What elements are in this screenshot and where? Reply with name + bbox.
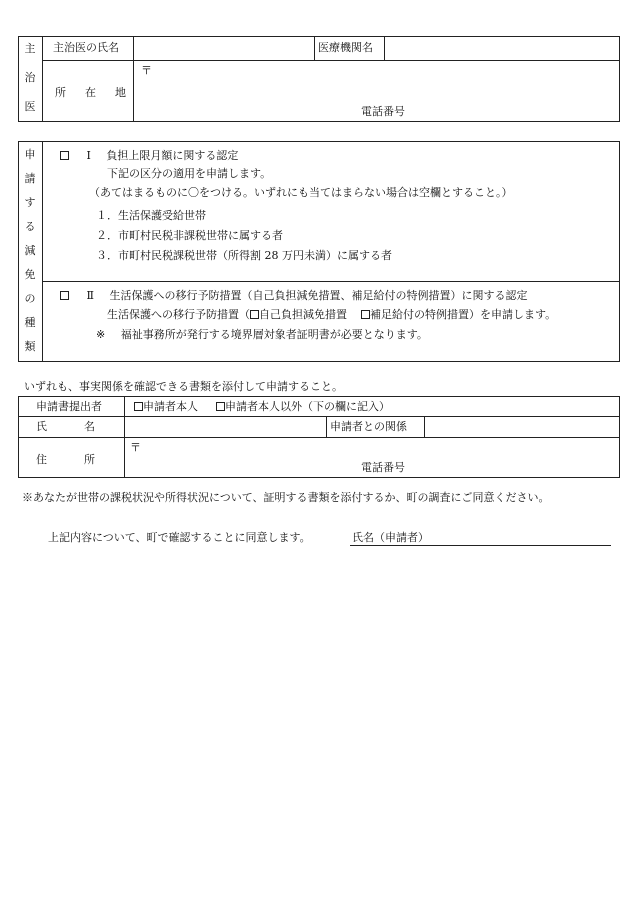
submitter-label: 申請書提出者: [36, 400, 102, 413]
option-self-pay-label: 自己負担減免措置: [259, 308, 347, 321]
applicant-row-divider: [18, 416, 620, 417]
reduction-side-label-char: 申: [24, 148, 36, 161]
doctor-name-label: 主治医の氏名: [53, 41, 119, 54]
signature-underline: [350, 545, 611, 546]
doctor-side-label-char: 医: [24, 100, 36, 113]
reduction-side-label-char: 種: [24, 316, 36, 329]
section2-title: 生活保護への移行予防措置（自己負担減免措置、補足給付の特例措置）に関する認定: [109, 289, 528, 302]
applicant-relation-label: 申請者との関係: [330, 420, 407, 433]
reduction-side-label-char: 類: [24, 340, 36, 353]
section1-checkbox[interactable]: [60, 151, 69, 160]
doctor-institution-left-divider: [314, 36, 315, 60]
signature-label: 氏名（申請者）: [352, 531, 429, 544]
doctor-name-label-divider: [133, 36, 134, 122]
section1-line2: （あてはまるものに〇をつける。いずれにも当てはまらない場合は空欄とすること。）: [89, 186, 513, 199]
doctor-phone-label: 電話番号: [361, 105, 405, 118]
section1-item[interactable]: ２．市町村民税非課税世帯に属する者: [96, 229, 283, 242]
submitter-other-checkbox[interactable]: [216, 402, 225, 411]
doctor-side-label-char: 治: [24, 71, 36, 84]
applicant-phone-label: 電話番号: [361, 461, 405, 474]
agreement-text: 上記内容について、町で確認することに同意します。: [48, 531, 311, 544]
section1-title-row: [60, 149, 238, 163]
section2-note: 福祉事務所が発行する境界層対象者証明書が必要となります。: [120, 328, 428, 341]
doctor-institution-label: 医療機関名: [318, 41, 373, 54]
section2-checkbox[interactable]: [60, 291, 69, 300]
signature-field[interactable]: [438, 529, 610, 545]
doctor-postal-mark: 〒: [141, 64, 152, 77]
note-mark: ※: [96, 328, 106, 341]
submitter-other-label: 申請者本人以外（下の欄に記入）: [225, 400, 390, 413]
applicant-relation-right-divider: [424, 416, 425, 437]
section1-item[interactable]: ３．市町村民税課税世帯（所得割 28 万円未満）に属する者: [96, 249, 392, 262]
consent-note: ※あなたが世帯の課税状況や所得状況について、証明する書類を添付するか、町の調査にご同意ください。: [22, 491, 550, 504]
reduction-side-label-char: る: [24, 220, 36, 233]
section2-numeral: Ⅱ: [86, 289, 94, 302]
section1-item[interactable]: １．生活保護受給世帯: [96, 209, 206, 222]
section2-title-row: [60, 289, 527, 303]
section2-note-row: [96, 328, 428, 342]
applicant-name-field[interactable]: [126, 418, 324, 435]
doctor-table-divider: [42, 36, 43, 122]
reduction-side-label-char: の: [24, 292, 36, 305]
reduction-side-label-char: 免: [24, 268, 36, 281]
reduction-side-label-char: 減: [24, 244, 36, 257]
applicant-name-label: 氏 名: [36, 420, 100, 433]
doctor-side-label-char: 主: [24, 42, 36, 55]
option-supplement-checkbox[interactable]: [361, 310, 370, 319]
reduction-section-divider: [42, 281, 620, 282]
applicant-address-label: 住 所: [36, 453, 100, 466]
doctor-name-field[interactable]: [135, 38, 312, 58]
section1-line1: 下記の区分の適用を申請します。: [107, 167, 272, 180]
reduction-side-label-char: 請: [24, 172, 36, 185]
option-supplement-label: 補足給付の特例措置: [370, 308, 469, 321]
section1-numeral: Ⅰ: [86, 149, 91, 162]
applicant-row-divider: [18, 437, 620, 438]
section1-title: 負担上限月額に関する認定: [106, 149, 239, 162]
doctor-table-row-divider: [42, 60, 620, 61]
section2-line1: 生活保護への移行予防措置（ 自己負担減免措置 補足給付の特例措置）を申請します。: [107, 308, 557, 321]
submitter-self-label: 申請者本人: [143, 400, 198, 413]
applicant-postal-mark: 〒: [130, 441, 141, 454]
applicant-relation-left-divider: [326, 416, 327, 437]
reduction-table-divider: [42, 141, 43, 362]
submitter-self-checkbox[interactable]: [134, 402, 143, 411]
submitter-options: [134, 400, 390, 414]
doctor-institution-right-divider: [384, 36, 385, 60]
applicant-relation-field[interactable]: [426, 418, 618, 435]
doctor-institution-field[interactable]: [386, 38, 618, 58]
option-self-pay-checkbox[interactable]: [250, 310, 259, 319]
reduction-side-label-char: す: [24, 196, 36, 209]
applicant-label-divider: [124, 396, 125, 478]
doctor-address-label: 所 在 地: [55, 86, 130, 99]
instruction-text: いずれも、事実関係を確認できる書類を添付して申請すること。: [24, 380, 343, 393]
